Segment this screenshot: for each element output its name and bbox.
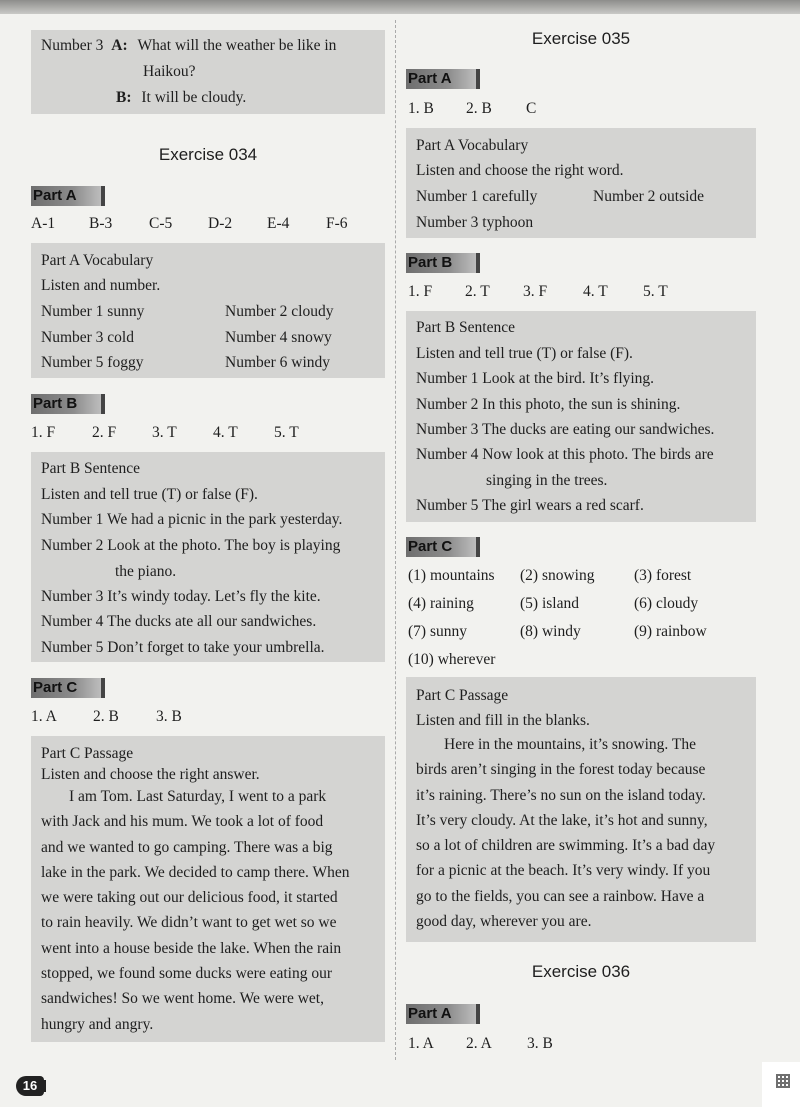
page-number-badge: 16 <box>16 1076 44 1096</box>
sentence-line: Number 3 It’s windy today. Let’s fly the kite. <box>41 588 321 605</box>
ex034-part-a-tag: Part A <box>31 186 105 206</box>
box-instruction: Listen and choose the right answer. <box>41 766 260 783</box>
exercise-036-title: Exercise 036 <box>531 962 631 981</box>
ex035-part-b-tag: Part B <box>406 253 480 273</box>
box-instruction: Listen and tell true (T) or false (F). <box>416 345 633 362</box>
exercise-034-title: Exercise 034 <box>158 145 258 164</box>
vocab-item: Number 4 snowy <box>225 329 332 346</box>
vocab-item: Number 5 foggy <box>41 354 144 371</box>
vocab-item: Number 3 cold <box>41 329 134 346</box>
ex036-part-a-tag: Part A <box>406 1004 480 1024</box>
box-instruction: Listen and fill in the blanks. <box>416 712 590 729</box>
box-instruction: Listen and number. <box>41 277 161 294</box>
ex034-part-a-box <box>31 243 385 378</box>
sentence-line: singing in the trees. <box>486 472 608 489</box>
box-instruction: Listen and tell true (T) or false (F). <box>41 486 258 503</box>
dialogue-box <box>31 30 385 114</box>
box-heading: Part C Passage <box>416 687 509 704</box>
dialogue-line-2: Haikou? <box>143 63 196 80</box>
sentence-line: Number 4 The ducks ate all our sandwiches. <box>41 613 317 630</box>
ex035-part-c-box <box>406 677 756 942</box>
ex034-part-c-tag: Part C <box>31 678 105 698</box>
ex035-part-a-tag: Part A <box>406 69 480 89</box>
sentence-line: Number 5 The girl wears a red scarf. <box>416 497 644 514</box>
page-top-edge <box>0 0 800 14</box>
vocab-item: Number 2 cloudy <box>225 303 334 320</box>
sentence-line: Number 3 The ducks are eating our sandwiches. <box>416 421 715 438</box>
ex034-part-c-box <box>31 736 385 1042</box>
sentence-line: the piano. <box>115 563 177 580</box>
exercise-035-title: Exercise 035 <box>531 29 631 48</box>
ex034-part-b-tag: Part B <box>31 394 105 414</box>
ex035-part-c-tag: Part C <box>406 537 480 557</box>
dialogue-line-3: B: It will be cloudy. <box>116 89 247 106</box>
ex035-part-a-box <box>406 128 756 238</box>
vocab-item: Number 3 typhoon <box>416 214 534 231</box>
sentence-line: Number 1 Look at the bird. It’s flying. <box>416 370 655 387</box>
box-heading: Part A Vocabulary <box>41 252 154 269</box>
box-instruction: Listen and choose the right word. <box>416 162 624 179</box>
ex034-part-b-box <box>31 452 385 662</box>
sentence-line: Number 2 Look at the photo. The boy is playing <box>41 537 341 554</box>
dialogue-line-1: Number 3 A: What will the weather be like in <box>41 37 337 54</box>
sentence-line: Number 5 Don’t forget to take your umbrella. <box>41 639 325 656</box>
passage-text: I am Tom. Last Saturday, I went to a park with Jack and his mum. We took a lot of food and we wanted to go camping. There was a big lake in the park. We decided to camp there. When we were taking out our delicious food, it started to rain heavily. We didn’t want to get wet so we went into a house beside the lake. When the rain stopped, we found some ducks were eating our sandwiches! So we went home. We were wet, hungry and angry. <box>41 788 350 1033</box>
vocab-item: Number 6 windy <box>225 354 331 371</box>
vocab-item: Number 1 sunny <box>41 303 145 320</box>
box-heading: Part B Sentence <box>41 460 141 477</box>
qr-code-icon <box>762 1062 800 1107</box>
ex035-part-b-box <box>406 311 756 522</box>
sentence-line: Number 4 Now look at this photo. The birds are <box>416 446 714 463</box>
column-divider <box>395 20 396 1060</box>
box-heading: Part B Sentence <box>416 319 516 336</box>
box-heading: Part C Passage <box>41 745 134 762</box>
vocab-item: Number 2 outside <box>593 188 705 205</box>
box-heading: Part A Vocabulary <box>416 137 529 154</box>
vocab-item: Number 1 carefully <box>416 188 538 205</box>
passage-text: Here in the mountains, it’s snowing. The birds aren’t singing in the forest today because it’s raining. There’s no sun on the island today. It’s very cloudy. At the lake, it’s hot and sunny, so a lot of children are swimming. It’s a bad day for a picnic at the beach. It’s very windy. If you go to the fields, you can see a rainbow. Have a good day, wherever you are. <box>416 736 716 931</box>
sentence-line: Number 1 We had a picnic in the park yesterday. <box>41 511 343 528</box>
sentence-line: Number 2 In this photo, the sun is shining. <box>416 396 681 413</box>
